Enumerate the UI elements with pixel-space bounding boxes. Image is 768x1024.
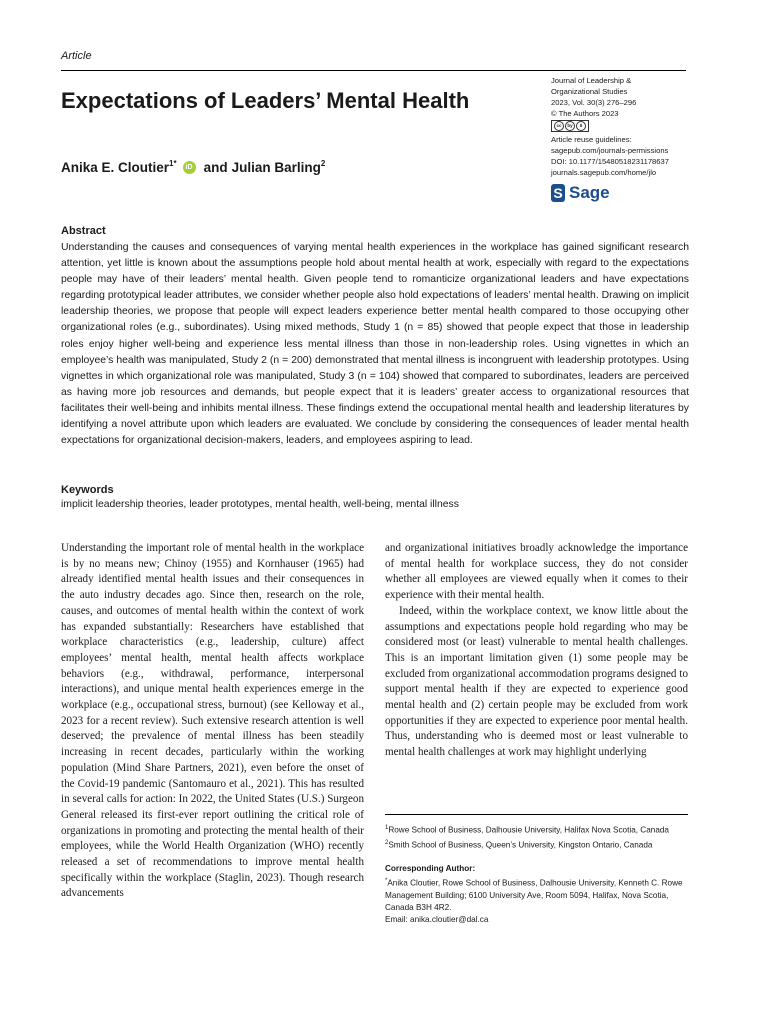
- author-line: [61, 159, 325, 175]
- publisher-name: Sage: [569, 183, 610, 202]
- journal-info: [551, 75, 711, 178]
- corresponding-author-heading: Corresponding Author:: [385, 864, 476, 874]
- body-right-paragraph-1: and organizational initiatives broadly acknowledge the importance of mental health for workplace success, they do not consider whether all employees are viewed equally when it comes to their experience with their mental health.: [385, 542, 688, 602]
- sage-s-icon: S: [551, 184, 565, 202]
- abstract-heading: Abstract: [61, 225, 106, 237]
- permissions-link[interactable]: sagepub.com/journals-permissions: [551, 146, 669, 155]
- reuse-label: Article reuse guidelines:: [551, 135, 632, 144]
- corresponding-author-email[interactable]: Email: anika.cloutier@dal.ca: [385, 915, 489, 925]
- publisher-logo: [551, 183, 610, 203]
- author-2[interactable]: Julian Barling$^2$: [231, 159, 326, 175]
- orcid-icon[interactable]: iD: [183, 161, 196, 174]
- author-1[interactable]: Anika E. Cloutier$^{1*}$: [61, 159, 177, 175]
- footnote-rule: [385, 814, 688, 815]
- cc-license-icon[interactable]: cc by $: [551, 120, 589, 132]
- body-right-column: [385, 541, 688, 761]
- journal-link[interactable]: journals.sagepub.com/home/jlo: [551, 168, 657, 177]
- article-title: Expectations of Leaders’ Mental Health: [61, 88, 470, 113]
- keywords-heading: Keywords: [61, 484, 114, 496]
- body-right-paragraph-2: Indeed, within the workplace context, we know little about the assumptions and expectations people hold regarding who may be considered most (or least) vulnerable to mental health challenges. This is an important limitation given (1) some people may be excluded from organizational accommodation programs designed to support mental health if they are expected to experience good mental health and (2) certain people may be excluded from work opportunities if they are expected to experience poor mental health. Thus, understanding who is deemed most or least vulnerable to mental health challenges at work may highlight underlying: [385, 604, 688, 759]
- doi-link[interactable]: DOI: 10.1177/15480518231178637: [551, 157, 669, 166]
- corresponding-author-details: *Anika Cloutier, Rowe School of Business, Dalhousie University, Kenneth C. Rowe Management Building; 6100 University Ave, Room 5094, Halifax, Nova Scotia, Canada B3H 4R2.: [385, 878, 683, 913]
- body-left-column: Understanding the important role of mental health in the workplace is by no means new; Chinoy (1955) and Kornhauser (1965) had already identified mental health issues and their consequences in the auto industry decades ago. Since then, research on the role, causes, and outcomes of mental health within the context of work has expanded substantially: Researchers have established that workplace characteristics (e.g., leadership, culture) affect employees’ mental health, mental health affects workplace behaviors (e.g., withdrawal, performance, interpersonal interactions), and unique mental health experiences emerge in the workplace (e.g., occupational stress, burnout) (see Kelloway et al., 2023 for a recent review). Such extensive research attention is well deserved; the prevalence of mental illness has been steadily increasing in recent decades, particularly within the working population (Mind Share Partners, 2021), even before the onset of the Covid-19 pandemic (Santomauro et al., 2021). This has resulted in several calls for action: In 2022, the United States (U.S.) Surgeon General released its first-ever report outlining the critical role of organizations in promoting and protecting the mental health of their employees, while the World Health Organization (WHO) recently released a set of recommendations to improve mental health specifically within the workplace (Staglin, 2023). Though research advancements: [61, 542, 364, 900]
- journal-name-line-2: Organizational Studies: [551, 87, 628, 96]
- section-label: Article: [61, 50, 92, 62]
- journal-name-line-1: Journal of Leadership &: [551, 76, 632, 85]
- header-rule: [61, 70, 686, 71]
- abstract-text: Understanding the causes and consequences of varying mental health experiences in the workplace has gained significant research attention, yet little is known about the assumptions people hold about mental health at work, especially with regard to the expectations people may have of their leaders’ mental health. Given people tend to romanticize organizational leaders and have expectations regarding prototypical leader attributes, we consider whether people also hold expectations of leaders’ mental health. Drawing on implicit leadership theories, we propose that people will expect leaders experience better mental health compared to those occupying other organizational roles (e.g., subordinates). Using mixed methods, Study 1 (n = 85) showed that people expect that those in leadership roles enjoy higher well-being and experience less mental illness than those in non-leadership roles. Using vignettes in which an employee’s health was manipulated, Study 2 (n = 200) demonstrated that mental illness is incongruent with leadership prototypes. Using vignettes in which organizational role was manipulated, Study 3 (n = 104) showed that compared to subordinates, leaders are perceived as having more job resources and demands, but people expect that it is leaders’ greater access to organizational resources that facilitates their well-being and inhibits mental illness. These findings extend the occupational mental health and leadership literatures by identifying a novel attribute upon which leaders are evaluated. We conclude by considering the consequences of leader mental health expectations for organizational decision-makers, leaders, and employees aspiring to lead.: [61, 242, 689, 447]
- footnotes: [385, 822, 688, 926]
- author-2-affiliation: 2: [320, 159, 326, 168]
- author-joiner: and: [203, 159, 228, 175]
- keywords-text: implicit leadership theories, leader prototypes, mental health, well-being, mental illness: [61, 499, 459, 510]
- affiliation-1: $^1$Rowe School of Business, Dalhousie University, Halifax Nova Scotia, Canada: [385, 825, 669, 835]
- journal-volume: 2023, Vol. 30(3) 276–296: [551, 98, 637, 107]
- affiliation-2: $^2$Smith School of Business, Queen’s University, Kingston Ontario, Canada: [385, 839, 653, 850]
- author-1-affiliation: 1*: [169, 159, 177, 168]
- copyright-line: © The Authors 2023: [551, 109, 619, 118]
